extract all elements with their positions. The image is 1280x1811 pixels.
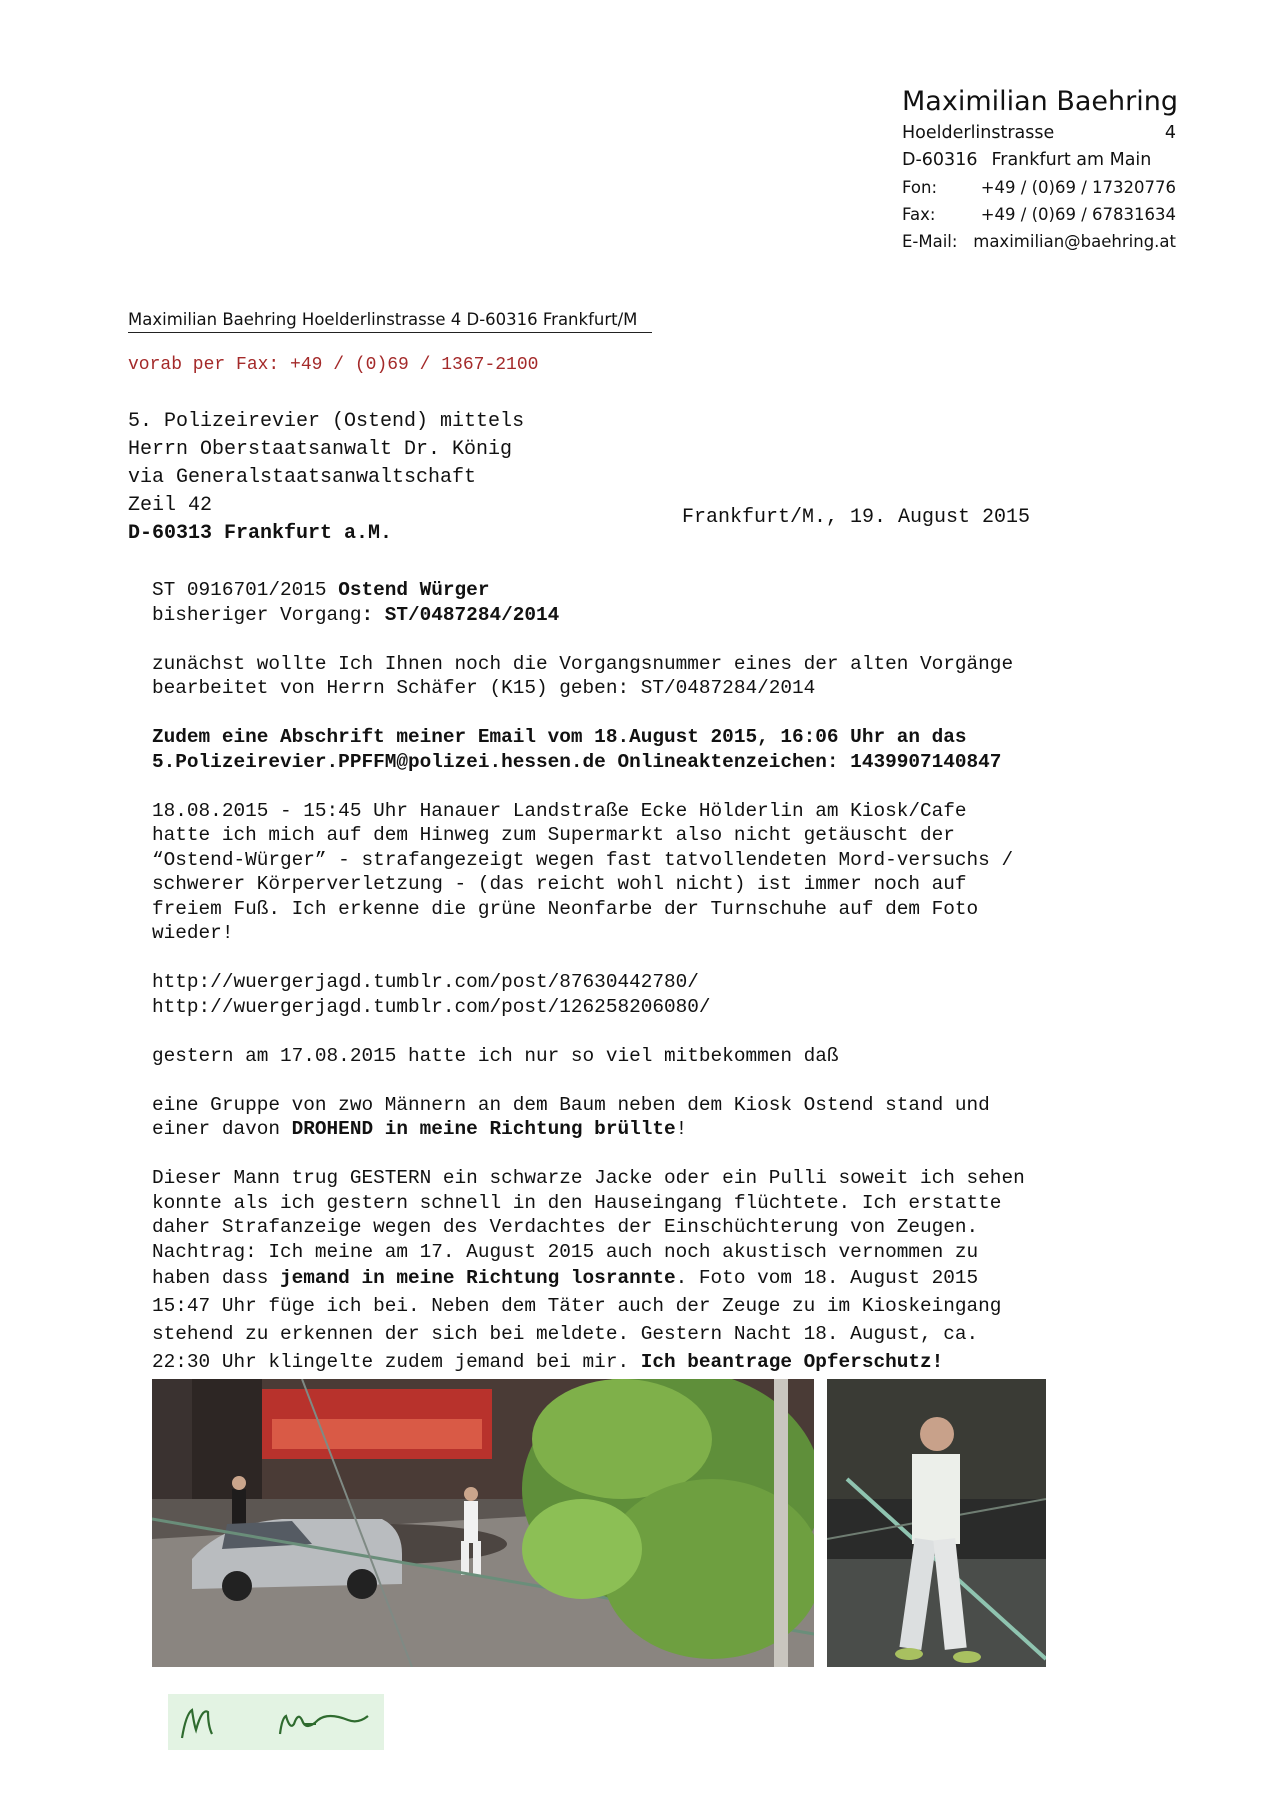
paragraph-line: schwerer Körperverletzung - (das reicht wohl nicht) ist immer noch auf: [152, 873, 967, 895]
fax-note: vorab per Fax: +49 / (0)69 / 1367-2100: [128, 355, 539, 375]
sender-letterhead: [902, 84, 1179, 255]
email-note-line: Zudem eine Abschrift meiner Email vom 18.August 2015, 16:06 Uhr an das: [152, 726, 967, 748]
text-run: haben dass: [152, 1267, 280, 1289]
email-label: E-Mail:: [902, 232, 958, 251]
paragraph-line: Nachtrag: Ich meine am 17. August 2015 auch noch akustisch vernommen zu: [152, 1240, 979, 1263]
suspect-closeup-image: [827, 1379, 1046, 1667]
fax-value: +49 / (0)69 / 67831634: [980, 205, 1176, 224]
paragraph-line: wieder!: [152, 922, 234, 944]
paragraph-line: gestern am 17.08.2015 hatte ich nur so viel mitbekommen daß: [152, 1044, 839, 1067]
sender-city: Frankfurt am Main: [991, 150, 1152, 170]
handwritten-signature: [168, 1694, 384, 1750]
paragraph-line: bearbeitet von Herrn Schäfer (K15) geben: ST/0487284/2014: [152, 677, 816, 699]
previous-case-label: bisheriger Vorgang: [152, 603, 362, 626]
paragraph-line: 18.08.2015 - 15:45 Uhr Hanauer Landstraße Ecke Hölderlin am Kiosk/Cafe: [152, 799, 967, 822]
paragraph-line: [152, 1264, 1162, 1292]
recipient-line: Herrn Oberstaatsanwalt Dr. König: [128, 438, 513, 461]
paragraph-line: “Ostend-Würger” - strafangezeigt wegen fast tatvollendeten Mord-versuchs /: [152, 848, 1014, 871]
paragraph-line: hatte ich mich auf dem Hinweg zum Supermarkt also nicht getäuscht der: [152, 824, 955, 846]
paragraph-line: eine Gruppe von zwo Männern an dem Baum neben dem Kiosk Ostend stand und: [152, 1093, 990, 1116]
contact-phone: [902, 174, 1176, 201]
text-run: einer davon: [152, 1118, 292, 1140]
paragraph-line: 15:47 Uhr füge ich bei. Neben dem Täter auch der Zeuge zu im Kioskeingang: [152, 1295, 1002, 1317]
subject-case-line: [152, 578, 1162, 603]
email-note-line: 5.Polizeirevier.PPFFM@polizei.hessen.de Onlineaktenzeichen: 1439907140847: [152, 750, 1002, 773]
street-scene-photo: [152, 1379, 814, 1667]
phone-value: +49 / (0)69 / 17320776: [980, 178, 1176, 197]
sender-street: Hoelderlinstrasse: [902, 123, 1055, 143]
letter-date: Frankfurt/M., 19. August 2015: [682, 506, 1031, 529]
recipient-line: 5. Polizeirevier (Ostend) mittels: [128, 410, 525, 433]
paragraph-line: Dieser Mann trug GESTERN ein schwarze Jacke oder ein Pulli soweit ich sehen: [152, 1167, 1025, 1189]
sender-zip: D-60316: [902, 150, 978, 170]
suspect-closeup-photo: [827, 1379, 1046, 1667]
return-address-line: Maximilian Baehring Hoelderlinstrasse 4 D-60316 Frankfurt/M: [128, 308, 652, 333]
street-scene-image: [152, 1379, 814, 1667]
case-number: ST 0916701/2015: [152, 579, 339, 601]
paragraph-line: [152, 1117, 1162, 1142]
paragraph-line: stehend zu erkennen der sich bei meldete. Gestern Nacht 18. August, ca.: [152, 1323, 979, 1345]
emphasis-run: DROHEND in meine Richtung brüllte: [291, 1118, 676, 1140]
previous-case-number: : ST/0487284/2014: [361, 603, 560, 626]
paragraph-line: daher Strafanzeige wegen des Verdachtes der Einschüchterung von Zeugen.: [152, 1216, 979, 1238]
evidence-link[interactable]: http://wuergerjagd.tumblr.com/post/126258206080/: [152, 995, 711, 1018]
sender-street-line: [902, 120, 1176, 147]
text-run: . Foto vom 18. August 2015: [675, 1267, 979, 1289]
emphasis-run: jemand in meine Richtung losrannte: [280, 1267, 676, 1289]
paragraph-line: [152, 1348, 1162, 1376]
contact-fax: [902, 201, 1176, 228]
case-title: Ostend Würger: [338, 579, 490, 601]
paragraph-line: zunächst wollte Ich Ihnen noch die Vorgangsnummer eines der alten Vorgänge: [152, 652, 1014, 675]
recipient-line: Zeil 42: [128, 494, 213, 517]
paragraph-line: freiem Fuß. Ich erkenne die grüne Neonfarbe der Turnschuhe auf dem Foto: [152, 897, 979, 920]
evidence-link[interactable]: http://wuergerjagd.tumblr.com/post/87630442780/: [152, 971, 699, 993]
fax-label: Fax:: [902, 205, 936, 224]
recipient-city-line: D-60313 Frankfurt a.M.: [128, 522, 393, 545]
text-run: 22:30 Uhr klingelte zudem jemand bei mir.: [152, 1351, 641, 1373]
signature-mark: [168, 1694, 384, 1750]
sender-city-line: [902, 147, 1176, 174]
paragraph-line: konnte als ich gestern schnell in den Hauseingang flüchtete. Ich erstatte: [152, 1191, 1002, 1214]
text-run: !: [675, 1118, 688, 1140]
letter-body: [152, 578, 1162, 1376]
sender-house-number: 4: [1164, 123, 1176, 143]
phone-label: Fon:: [902, 178, 938, 197]
contact-email: [902, 228, 1176, 255]
subject-previous-line: [152, 603, 1162, 628]
email-value: maximilian@baehring.at: [973, 232, 1176, 251]
emphasis-run: Ich beantrage Opferschutz!: [640, 1351, 944, 1373]
recipient-address: [128, 408, 524, 548]
sender-name: Maximilian Baehring: [902, 86, 1179, 117]
recipient-line: via Generalstaatsanwaltschaft: [128, 466, 477, 489]
